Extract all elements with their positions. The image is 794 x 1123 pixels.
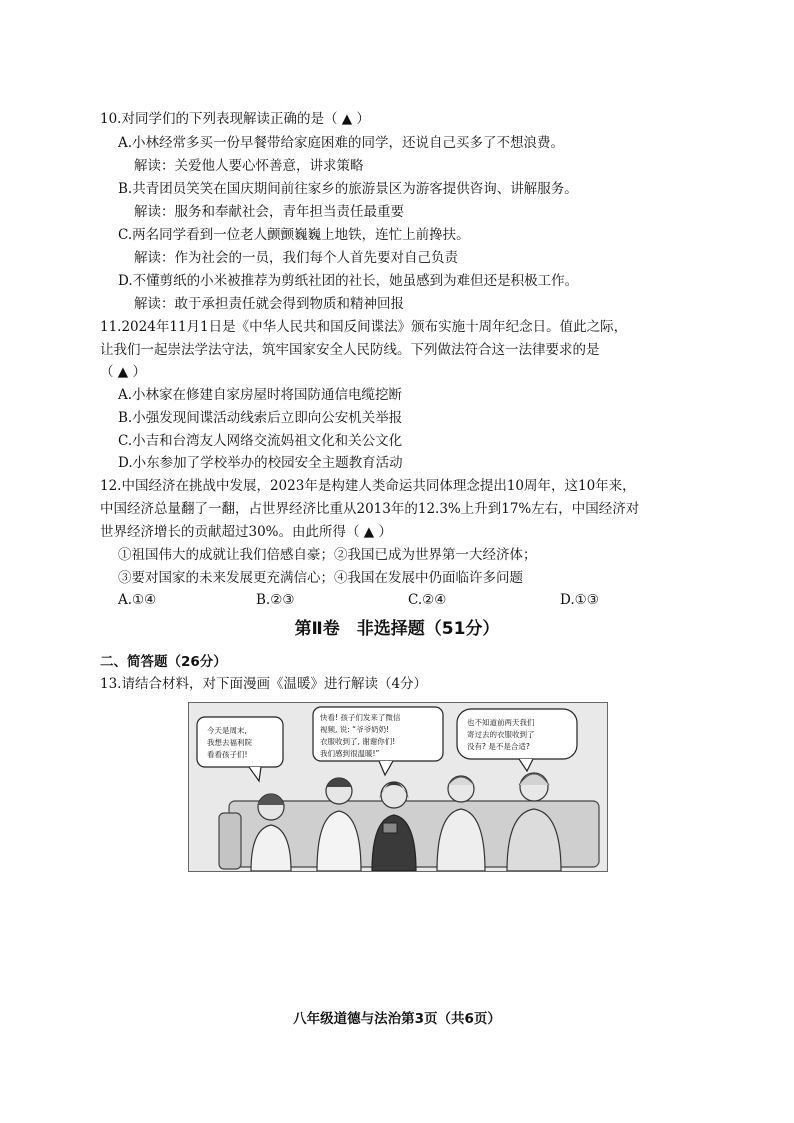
q12-statements-line1: ①祖国伟大的成就让我们倍感自豪；②我国已成为世界第一大经济体； — [118, 547, 537, 563]
q12-stem-line1: 12.中国经济在挑战中发展，2023年是构建人类命运共同体理念提出10周年，这10年来， — [100, 478, 636, 494]
q10-interp-a: 解读：关爱他人要心怀善意，讲求策略 — [134, 158, 364, 174]
q11-answer-mark: （ ▲ ） — [100, 364, 146, 380]
q11-option-d: D.小东参加了学校举办的校园安全主题教育活动 — [118, 455, 403, 471]
q11-stem-line2: 让我们一起崇法学法守法，筑牢国家安全人民防线。下列做法符合这一法律要求的是 — [100, 342, 600, 358]
q10-option-b: B.共青团员笑笑在国庆期间前往家乡的旅游景区为游客提供咨询、讲解服务。 — [118, 181, 578, 197]
bubble1-line3: 看看孩子们! — [207, 750, 248, 759]
q12-stem-line3: 世界经济增长的贡献超过30%。由此所得（ ▲ ） — [100, 524, 392, 540]
q12-stem-line2: 中国经济总量翻了一翻，占世界经济比重从2013年的12.3%上升到17%左右，中国经济对 — [100, 501, 640, 517]
bubble3-line2: 寄过去的衣服收到了 — [467, 730, 535, 739]
bubble2-line2: 视频, 说: “爷爷奶奶! — [320, 725, 390, 734]
q12-choice-b: B.②③ — [256, 592, 295, 608]
bubble2-line3: 衣服收到了, 谢谢你们! — [320, 737, 396, 746]
q11-option-b: B.小强发现间谍活动线索后立即向公安机关举报 — [118, 410, 403, 426]
page-footer: 八年级道德与法治第3页（共6页） — [293, 1011, 501, 1027]
q11-stem-line1: 11.2024年11月1日是《中华人民共和国反间谍法》颁布实施十周年纪念日。值此之际， — [100, 319, 628, 335]
section-heading: 二、简答题（26分） — [100, 654, 227, 670]
bubble1-line2: 我想去福利院 — [207, 738, 252, 747]
q10-interp-b: 解读：服务和奉献社会，青年担当责任最重要 — [134, 204, 404, 220]
q10-interp-c: 解读：作为社会的一员，我们每个人首先要对自己负责 — [134, 250, 458, 266]
q11-option-c: C.小吉和台湾友人网络交流妈祖文化和关公文化 — [118, 433, 403, 449]
bubble2-line1: 快看! 孩子们发来了微信 — [320, 713, 401, 722]
q10-option-d: D.不懂剪纸的小米被推荐为剪纸社团的社长，她虽感到为难但还是积极工作。 — [118, 273, 579, 289]
comic-illustration — [188, 702, 608, 872]
q10-option-a: A.小林经常多买一份早餐带给家庭困难的同学，还说自己买多了不想浪费。 — [118, 135, 565, 151]
bubble1-line1: 今天是周末, — [207, 726, 247, 735]
q10-stem: 10.对同学们的下列表现解读正确的是（ ▲ ） — [100, 111, 370, 127]
q13-stem: 13.请结合材料，对下面漫画《温暖》进行解读（4分） — [100, 676, 428, 692]
q12-choice-c: C.②④ — [408, 592, 447, 608]
bubble3-line3: 没有? 是不是合适? — [467, 742, 530, 751]
q12-choice-d: D.①③ — [560, 592, 599, 608]
q10-interp-d: 解读：敢于承担责任就会得到物质和精神回报 — [134, 296, 404, 312]
bubble2-line4: 我们感到很温暖!” — [320, 749, 380, 758]
section-title: 第Ⅱ卷 非选择题（51分） — [294, 619, 500, 639]
q11-option-a: A.小林家在修建自家房屋时将国防通信电缆挖断 — [118, 387, 403, 403]
bubble3-line1: 也不知道前两天我们 — [467, 718, 535, 727]
q10-option-c: C.两名同学看到一位老人颤颤巍巍上地铁，连忙上前搀扶。 — [118, 227, 470, 243]
q12-statements-line2: ③要对国家的未来发展更充满信心；④我国在发展中仍面临许多问题 — [118, 570, 523, 586]
q12-choice-a: A.①④ — [118, 592, 157, 608]
